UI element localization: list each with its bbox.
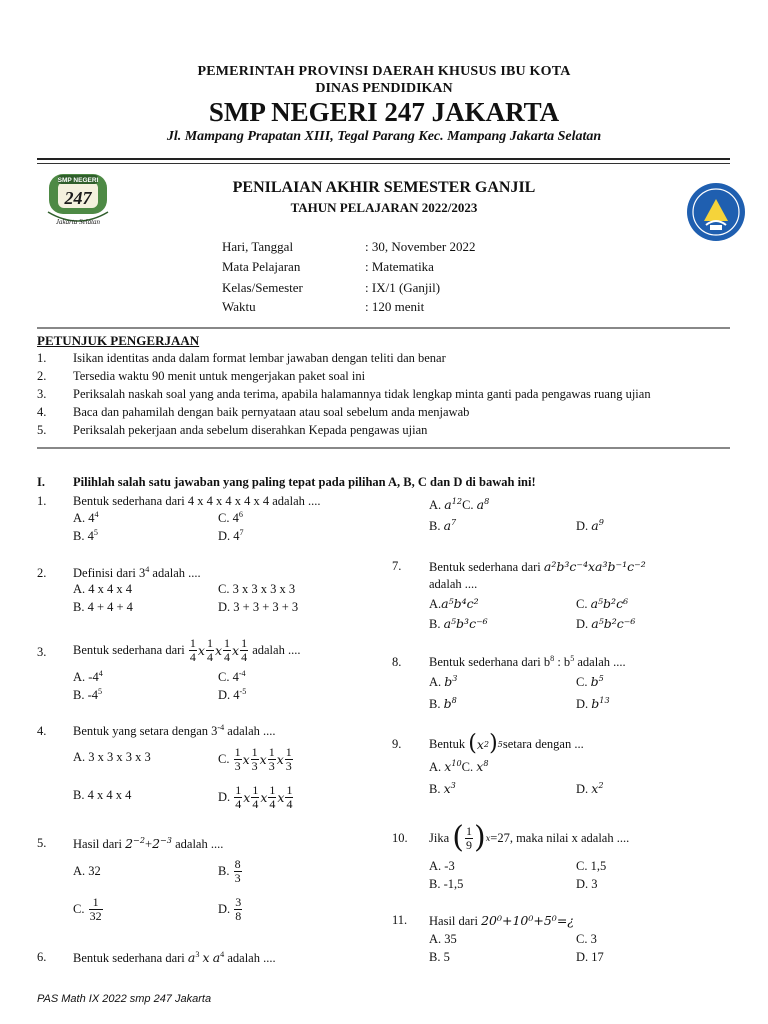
option-b: B. $x^3$ (429, 780, 456, 796)
divider (37, 327, 730, 329)
ministry-logo (684, 181, 748, 243)
option-d: D. $a^9$ (576, 517, 604, 533)
school-name: SMP NEGERI 247 JAKARTA (208, 97, 560, 127)
instruction-text: Periksalah pekerjaan anda sebelum diserahkan Kepada pengawas ujian (73, 423, 428, 437)
option-d: D. $b^{13}$ (576, 695, 610, 711)
option-b: B. -1,5 (429, 877, 464, 891)
section-number: I. (37, 475, 45, 489)
option-c: C. 3 (576, 932, 597, 946)
option-c: C. 3 x 3 x 3 x 3 (218, 582, 296, 596)
option-d: D. $\frac{3}{8}$ (218, 894, 242, 923)
info-label: Waktu (222, 299, 256, 314)
logo-bottom-text: Jakarta Selatan (55, 218, 101, 226)
question-number: 4. (37, 724, 47, 738)
instruction-text: Isikan identitas anda dalam format lembar jawaban dengan teliti dan benar (73, 351, 446, 365)
option-a: A. 4 x 4 x 4 (73, 582, 133, 596)
option-c: C. $b^5$ (576, 673, 604, 689)
page-footer: PAS Math IX 2022 smp 247 Jakarta (37, 993, 212, 1005)
gov-header: PEMERINTAH PROVINSI DAERAH KHUSUS IBU KOTA (197, 64, 571, 79)
option-c: C. 1,5 (576, 859, 607, 873)
option-b: B. a⁵b³c⁻⁶ (429, 616, 488, 631)
instruction-num: 4. (37, 405, 47, 419)
option-b: B. 4 x 4 x 4 (73, 788, 132, 802)
question-stem: Bentuk sederhana dari $b^8$ : $b^5$ adalah .... (429, 654, 626, 669)
question-number: 11. (392, 913, 408, 927)
option-b: B. $b^8$ (429, 695, 457, 711)
question-stem: Bentuk ( x 2 ) 5 setara dengan ... (429, 731, 584, 756)
question-number: 10. (392, 831, 408, 845)
logo-number: 247 (64, 188, 92, 208)
header-divider-thick (37, 158, 730, 160)
option-c: C. a⁵b²c⁶ (576, 596, 629, 611)
instruction-text: Tersedia waktu 90 menit untuk mengerjakan paket soal ini (73, 369, 366, 383)
option-a: A. 32 (73, 864, 101, 878)
option-d: D. $4^{-5}$ (218, 687, 247, 702)
question-stem: Definisi dari $3^4$ adalah .... (73, 565, 201, 580)
option-b: B. $a^7$ (429, 517, 457, 533)
option-a: A. $4^4$ (73, 510, 99, 525)
instructions-heading: PETUNJUK PENGERJAAN (37, 333, 200, 348)
divider (37, 447, 730, 449)
question-stem: Bentuk yang setara dengan $3^{-4}$ adalah .... (73, 723, 276, 738)
instruction-text: Baca dan pahamilah dengan baik pernyataan atau soal sebelum anda menjawab (73, 405, 470, 419)
question-number: 7. (392, 559, 402, 573)
option-a: A. -3 (429, 859, 455, 873)
option-d: D. 3 (576, 877, 598, 891)
question-stem: Bentuk sederhana dari $a^3$ x $a^4$ adalah .... (73, 950, 276, 965)
question-number: 5. (37, 836, 47, 850)
question-stem-cont: adalah .... (429, 577, 478, 591)
info-value: : 120 menit (365, 299, 425, 314)
option-a: A. 3 x 3 x 3 x 3 (73, 750, 151, 764)
option-a-c: A. $x^{10}C$. $x^8$ (429, 758, 489, 774)
option-d: D. 17 (576, 950, 604, 964)
option-d: D. $4^7$ (218, 528, 244, 543)
question-stem: Hasil dari 20⁰+10⁰+5⁰=¿ (429, 913, 574, 928)
info-label: Hari, Tanggal (222, 239, 294, 254)
info-label: Kelas/Semester (222, 280, 303, 295)
info-value: : 30, November 2022 (365, 239, 476, 254)
instruction-num: 1. (37, 351, 47, 365)
school-address: Jl. Mampang Prapatan XIII, Tegal Parang Kec. Mampang Jakarta Selatan (166, 129, 602, 144)
option-a-c: A. $a^{12}C$. $a^8$ (429, 496, 490, 512)
option-d: D. $\frac{1}{4}$ x $\frac{1}{4}$ x $\frac{1}{4}$ x $\frac{1}{4}$ (218, 782, 293, 811)
question-number: 1. (37, 494, 47, 508)
question-number: 3. (37, 645, 47, 659)
option-a: A. $-4^4$ (73, 669, 103, 684)
school-logo (44, 172, 112, 230)
section-instruction: Pilihlah salah satu jawaban yang paling tepat pada pilihan A, B, C dan D di bawah ini! (73, 475, 536, 489)
option-d: D. 3 + 3 + 3 + 3 (218, 600, 299, 614)
option-c: C. $\frac{1}{32}$ (73, 894, 102, 923)
instruction-num: 5. (37, 423, 47, 437)
option-a: A. $b^3$ (429, 673, 458, 689)
option-c: C. $4^{-4}$ (218, 669, 246, 684)
option-b: B. $4^5$ (73, 528, 98, 543)
option-c: C. $\frac{1}{3}$ x $\frac{1}{3}$ x $\frac{1}{3}$ x $\frac{1}{3}$ (218, 744, 292, 773)
question-number: 2. (37, 566, 47, 580)
exam-year: TAHUN PELAJARAN 2022/2023 (290, 200, 478, 215)
header-divider-thin (37, 163, 730, 164)
info-value: : IX/1 (Ganjil) (365, 280, 441, 295)
option-a: A.a⁵b⁴c² (429, 596, 479, 611)
option-b: B. 5 (429, 950, 450, 964)
department-header: DINAS PENDIDIKAN (315, 81, 453, 96)
instruction-num: 2. (37, 369, 47, 383)
option-d: D. a⁵b²c⁻⁶ (576, 616, 636, 631)
instruction-text: Periksalah naskah soal yang anda terima, apabila halamannya tidak lengkap minta ganti pada pengawas ruang ujian (73, 387, 651, 401)
option-c: C. $4^6$ (218, 510, 243, 525)
option-a: A. 35 (429, 932, 457, 946)
question-stem: Bentuk sederhana dari a²b³c⁻⁴xa³b⁻¹c⁻² (429, 559, 646, 574)
question-stem: Bentuk sederhana dari $\frac{1}{4}$ x $\frac{1}{4}$ x $\frac{1}{4}$ x $\frac{1}{4}$ adalah .... (73, 635, 301, 664)
info-label: Mata Pelajaran (222, 259, 301, 274)
info-value: : Matematika (365, 259, 434, 274)
instruction-num: 3. (37, 387, 47, 401)
option-b: B. 4 + 4 + 4 (73, 600, 133, 614)
question-number: 6. (37, 950, 47, 964)
option-b: B. $\frac{8}{3}$ (218, 856, 241, 885)
option-d: D. $x^2$ (576, 780, 604, 796)
question-number: 8. (392, 655, 402, 669)
question-stem: Jika ( $\frac{1}{9}$ ) x =27, maka nilai x adalah .... (429, 820, 630, 855)
exam-title: PENILAIAN AKHIR SEMESTER GANJIL (232, 179, 536, 196)
question-stem: Bentuk sederhana dari 4 x 4 x 4 x 4 x 4 adalah .... (73, 494, 321, 508)
logo-top-text: SMP NEGERI (57, 177, 99, 184)
question-number: 9. (392, 737, 402, 751)
option-b: B. $-4^5$ (73, 687, 103, 702)
question-stem: Hasil dari $2^{-2}+2^{-3}$ adalah .... (73, 835, 224, 851)
